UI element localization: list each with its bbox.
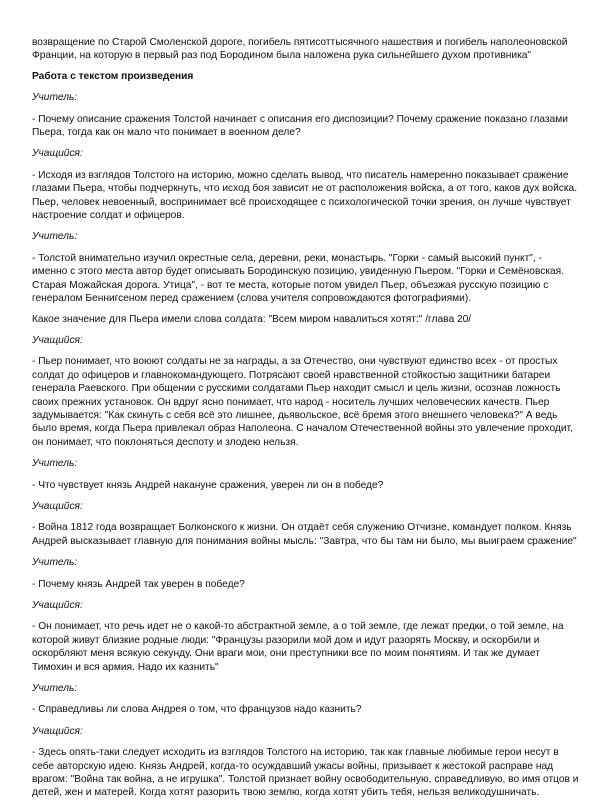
speaker-label-teacher: Учитель: bbox=[32, 557, 78, 569]
student-answer: - Исходя из взглядов Толстого на историю, можно сделать вывод, что писатель намеренно показывает сражение глазами Пьера, чтобы подчеркнуть, что исход боя зависит не от расположения войска, а от того, каков дух войска. Пьер, человек невоенный, воспринимает всё происходящее с психологической точки зрения, он лучше чувствует настроение солдат и офицеров. bbox=[32, 169, 578, 222]
intro-paragraph-continuation: возвращение по Старой Смоленской дороге, погибель пятисоттысячного нашествия и погибель наполеоновской Франции, на которую в первый раз под Бородином была наложена рука сильнейшего духом противника" bbox=[32, 37, 568, 62]
speaker-label-student: Учащийся: bbox=[32, 725, 83, 737]
student-answer: - Здесь опять-таки следует исходить из взглядов Толстого на историю, так как главные любимые герои несут в себе авторскую идею. Князь Андрей, когда-то осуждавший ужасы войны, призывает к жестокой расправе над врагом: "Война так война, а не игрушка". Толстой признает войну освободительную, справедливую, во имя отцов и детей, жен и матерей. Когда хотят разорить твою землю, когда хотят убить тебя, нельзя великодушничать. bbox=[32, 747, 579, 799]
speaker-label-teacher: Учитель: bbox=[32, 92, 78, 104]
speaker-label-teacher: Учитель: bbox=[32, 231, 78, 243]
teacher-remark: - Толстой внимательно изучил окрестные села, деревни, реки, монастырь. "Горки - самый высокий пункт", - именно с этого места автор будет описывать Бородинскую позицию, увиденную Пьером. "Горки и Семёновская. Старая Можайская дорога. Утица", - вот те места, которые потом увидел Пьер, объезжая русскую позицию с генералом Беннигсеном перед сражением (слова учителя сопровождаются фотографиями). bbox=[32, 252, 565, 305]
teacher-question: - Почему описание сражения Толстой начинает с описания его диспозиции? Почему сражение показано глазами Пьера, тогда как он мало что понимает в военном деле? bbox=[32, 113, 568, 139]
speaker-label-student: Учащийся: bbox=[32, 148, 83, 160]
speaker-label-student: Учащийся: bbox=[32, 600, 83, 611]
section-heading: Работа с текстом произведения bbox=[32, 70, 194, 82]
student-answer: - Пьер понимает, что воюют солдаты не за награды, а за Отечество, они чувствуют единство всех - от простых солдат до офицеров и главнокомандующего. Потрясают своей нравственной стойкостью защитники батареи генерала Раевского. При общении с русскими солдатами Пьер находит смысл и цель жизни, осознав ложность своих прежних установок. Он вдруг ясно понимает, что народ - носитель лучших человеческих качеств. Пьер задумывается: "Как скинуть с себя всё это лишнее, дьявольское, всё бремя этого внешнего человека?" А ведь было время, когда Пьера привлекал образ Наполеона. С началом Отечественной войны это увлечение проходит, он понимает, что поклоняться деспоту и злодею нельзя. bbox=[32, 356, 573, 448]
teacher-question: - Почему князь Андрей так уверен в победе? bbox=[32, 578, 245, 590]
speaker-label-teacher: Учитель: bbox=[32, 458, 78, 470]
teacher-question: - Справедливы ли слова Андрея о том, что французов надо казнить? bbox=[32, 704, 362, 716]
speaker-label-student: Учащийся: bbox=[32, 500, 83, 512]
student-answer: - Война 1812 года возвращает Болконского к жизни. Он отдаёт себя служению Отчизне, командует полком. Князь Андрей высказывает главную для понимания войны мысль: "Завтра, что бы там ни было, мы выиграем сражение" bbox=[32, 522, 577, 547]
teacher-question: Какое значение для Пьера имели слова солдата: "Всем миром навалиться хотят:" /глава 20/ bbox=[32, 313, 472, 325]
teacher-question: - Что чувствует князь Андрей накануне сражения, уверен ли он в победе? bbox=[32, 479, 384, 491]
speaker-label-student: Учащийся: bbox=[32, 334, 83, 346]
speaker-label-teacher: Учитель: bbox=[32, 683, 78, 695]
student-answer: - Он понимает, что речь идет не о какой-то абстрактной земле, а о той земле, где лежат предки, о той земле, на которой живут близкие родные люди: "Французы разорили мой дом и идут разорять Москву, и оскорбили и оскорбляют меня всякую секунду. Они враги мои, они преступники все по моим понятиям. И так же думает Тимохин и вся армия. Надо их казнить" bbox=[32, 621, 564, 673]
